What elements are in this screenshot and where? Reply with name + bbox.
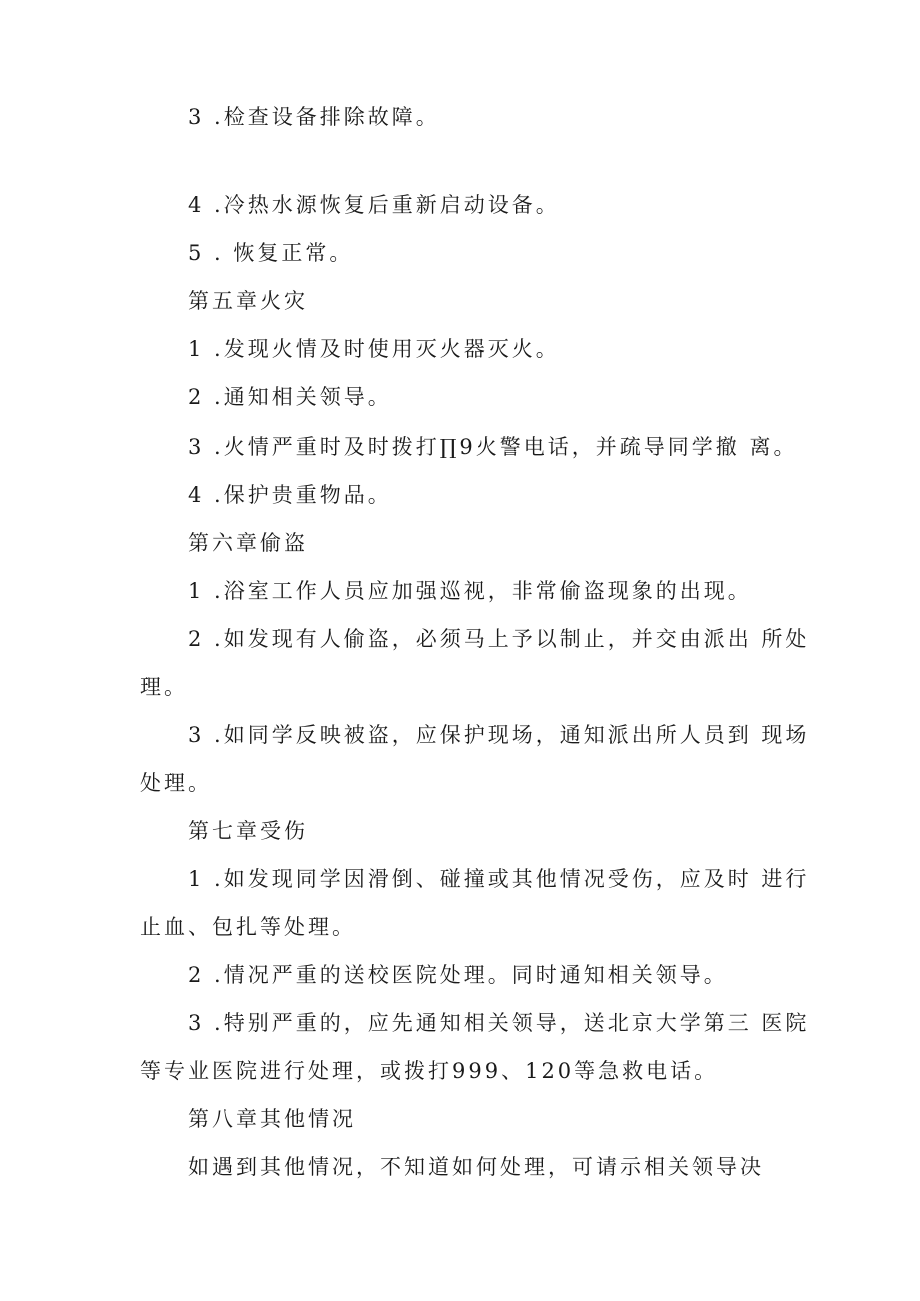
text-line: 理。	[140, 675, 188, 699]
text-line: 4 .保护贵重物品。	[188, 483, 392, 507]
text-line: 3 .如同学反映被盗，应保护现场，通知派出所人员到 现场	[188, 723, 810, 747]
text-line: 2 .情况严重的送校医院处理。同时通知相关领导。	[188, 963, 728, 987]
chapter-heading: 第八章其他情况	[188, 1107, 356, 1131]
text-line: 5 . 恢复正常。	[188, 241, 354, 265]
text-line: 4 .冷热水源恢复后重新启动设备。	[188, 193, 560, 217]
text-line: 1 .发现火情及时使用灭火器灭火。	[188, 337, 560, 361]
text-line: 3 .检查设备排除故障。	[188, 105, 440, 129]
chapter-heading: 第五章火灾	[188, 289, 308, 313]
text-line: 3 .火情严重时及时拨打∏9火警电话，并疏导同学撤 离。	[188, 435, 798, 459]
text-line: 如遇到其他情况，不知道如何处理，可请示相关领导决	[188, 1155, 764, 1179]
text-line: 3 .特别严重的，应先通知相关领导，送北京大学第三 医院	[188, 1011, 810, 1035]
text-line: 止血、包扎等处理。	[140, 915, 356, 939]
chapter-heading: 第六章偷盗	[188, 531, 308, 555]
text-line: 等专业医院进行处理，或拨打999、120等急救电话。	[140, 1059, 719, 1083]
chapter-heading: 第七章受伤	[188, 819, 308, 843]
text-line: 2 .通知相关领导。	[188, 385, 392, 409]
text-line: 1 .浴室工作人员应加强巡视，非常偷盗现象的出现。	[188, 579, 752, 603]
text-line: 2 .如发现有人偷盗，必须马上予以制止，并交由派出 所处	[188, 627, 810, 651]
text-line: 1 .如发现同学因滑倒、碰撞或其他情况受伤，应及时 进行	[188, 867, 810, 891]
text-line: 处理。	[140, 771, 212, 795]
